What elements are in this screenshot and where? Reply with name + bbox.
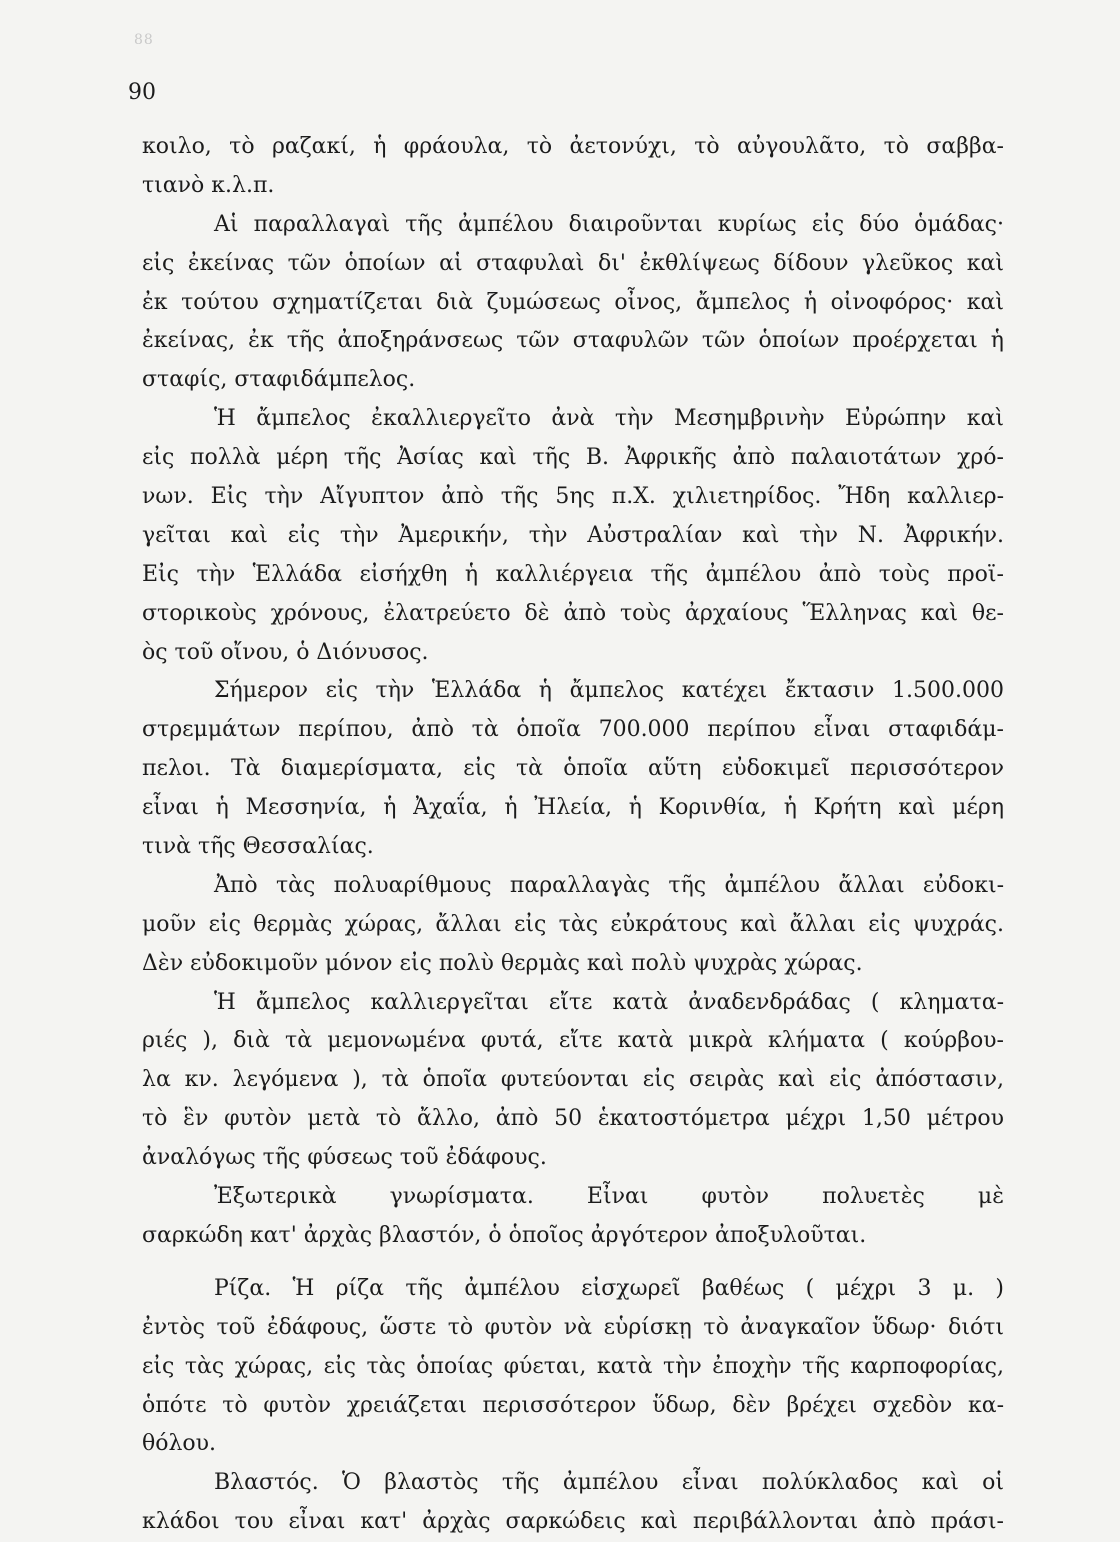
text-line: μοῦν εἰς θερμὰς χώρας, ἄλλαι εἰς τὰς εὐκράτους καὶ ἄλλαι εἰς ψυχράς. (142, 911, 1004, 937)
text-line: εἶναι ἡ Μεσσηνία, ἡ Ἀχαΐα, ἡ Ἠλεία, ἡ Κορινθία, ἡ Κρήτη καὶ μέρη (142, 795, 1004, 821)
text-line: εἰς τὰς χώρας, εἰς τὰς ὁποίας φύεται, κατὰ τὴν ἐποχὴν τῆς καρποφορίας, (142, 1353, 1004, 1379)
text-line: Ἐξωτερικὰ γνωρίσματα. Εἶναι φυτὸν πολυετὲς μὲ (214, 1184, 1004, 1210)
text-line: ἐντὸς τοῦ ἐδάφους, ὥστε τὸ φυτὸν νὰ εὑρίσκῃ τὸ ἀναγκαῖον ὕδωρ· διότι (142, 1314, 1004, 1340)
text-line: Σήμερον εἰς τὴν Ἑλλάδα ἡ ἄμπελος κατέχει ἔκτασιν 1.500.000 (214, 678, 1004, 704)
text-line: σαρκώδη κατ' ἀρχὰς βλαστόν, ὁ ὁποῖος ἀργότερον ἀποξυλοῦται. (142, 1222, 867, 1248)
corner-mark: 88 (134, 32, 154, 48)
text-line: Ἀπὸ τὰς πολυαρίθμους παραλλαγὰς τῆς ἀμπέλου ἄλλαι εὐδοκι- (214, 872, 1004, 898)
text-line: Βλαστός. Ὁ βλαστὸς τῆς ἀμπέλου εἶναι πολύκλαδος καὶ οἱ (214, 1470, 1004, 1496)
text-line: θόλου. (142, 1431, 217, 1457)
text-line: Ἡ ἄμπελος καλλιεργεῖται εἴτε κατὰ ἀναδενδράδας ( κληματα- (214, 989, 1004, 1015)
text-line: σταφίς, σταφιδάμπελος. (142, 367, 416, 393)
text-line: Αἱ παραλλαγαὶ τῆς ἀμπέλου διαιροῦνται κυρίως εἰς δύο ὁμάδας· (214, 211, 1004, 237)
text-line: τὸ ἓν φυτὸν μετὰ τὸ ἄλλο, ἀπὸ 50 ἑκατοστόμετρα μέχρι 1,50 μέτρου (142, 1106, 1004, 1132)
text-line: τιανὸ κ.λ.π. (142, 172, 275, 198)
text-line: γεῖται καὶ εἰς τὴν Ἀμερικήν, τὴν Αὐστραλίαν καὶ τὴν Ν. Ἀφρικήν. (142, 522, 1004, 548)
text-line: στρεμμάτων περίπου, ἀπὸ τὰ ὁποῖα 700.000 περίπου εἶναι σταφιδάμ- (142, 717, 1004, 743)
text-line: ὸς τοῦ οἴνου, ὁ Διόνυσος. (142, 639, 429, 665)
body-text (142, 128, 1004, 1542)
text-line: ριές ), διὰ τὰ μεμονωμένα φυτά, εἴτε κατὰ μικρὰ κλήματα ( κούρβου- (142, 1028, 1004, 1054)
text-line: κλάδοι του εἶναι κατ' ἀρχὰς σαρκώδεις καὶ περιβάλλονται ἀπὸ πράσι- (142, 1509, 1004, 1535)
text-line: Ἡ ἄμπελος ἐκαλλιεργεῖτο ἀνὰ τὴν Μεσημβρινὴν Εὐρώπην καὶ (214, 406, 1004, 432)
page-number: 90 (128, 80, 156, 105)
text-line: λα κν. λεγόμενα ), τὰ ὁποῖα φυτεύονται εἰς σειρὰς καὶ εἰς ἀπόστασιν, (142, 1067, 1004, 1093)
text-line: τινὰ τῆς Θεσσαλίας. (142, 834, 374, 860)
text-line: κοιλο, τὸ ραζακί, ἡ φράουλα, τὸ ἀετονύχι, τὸ αὐγουλᾶτο, τὸ σαββα- (142, 134, 1004, 159)
text-line: πελοι. Τὰ διαμερίσματα, εἰς τὰ ὁποῖα αὕτη εὐδοκιμεῖ περισσότερον (142, 756, 1004, 782)
text-line: Ρίζα. Ἡ ρίζα τῆς ἀμπέλου εἰσχωρεῖ βαθέως ( μέχρι 3 μ. ) (214, 1275, 1004, 1301)
text-line: ὁπότε τὸ φυτὸν χρειάζεται περισσότερον ὕδωρ, δὲν βρέχει σχεδὸν κα- (142, 1392, 1004, 1418)
text-line: νων. Εἰς τὴν Αἴγυπτον ἀπὸ τῆς 5ης π.Χ. χιλιετηρίδος. Ἤδη καλλιερ- (142, 484, 1004, 510)
text-line: ἐκ τούτου σχηματίζεται διὰ ζυμώσεως οἶνος, ἄμπελος ἡ οἰνοφόρος· καὶ (142, 289, 1004, 315)
text-line: ἀναλόγως τῆς φύσεως τοῦ ἐδάφους. (142, 1145, 547, 1171)
paragraph-gap (142, 1256, 1004, 1270)
text-line: στορικοὺς χρόνους, ἐλατρεύετο δὲ ἀπὸ τοὺς ἀρχαίους Ἕλληνας καὶ θε- (142, 600, 1004, 626)
text-line: ἐκείνας, ἐκ τῆς ἀποξηράνσεως τῶν σταφυλῶν τῶν ὁποίων προέρχεται ἡ (142, 328, 1004, 354)
text-line: Δὲν εὐδοκιμοῦν μόνον εἰς πολὺ θερμὰς καὶ πολὺ ψυχρὰς χώρας. (142, 950, 863, 976)
text-line: εἰς ἐκείνας τῶν ὁποίων αἱ σταφυλαὶ δι' ἐκθλίψεως δίδουν γλεῦκος καὶ (142, 250, 1004, 276)
text-line: Εἰς τὴν Ἑλλάδα εἰσήχθη ἡ καλλιέργεια τῆς ἀμπέλου ἀπὸ τοὺς προϊ- (142, 561, 1004, 587)
text-line: εἰς πολλὰ μέρη τῆς Ἀσίας καὶ τῆς Β. Ἀφρικῆς ἀπὸ παλαιοτάτων χρό- (142, 445, 1004, 471)
